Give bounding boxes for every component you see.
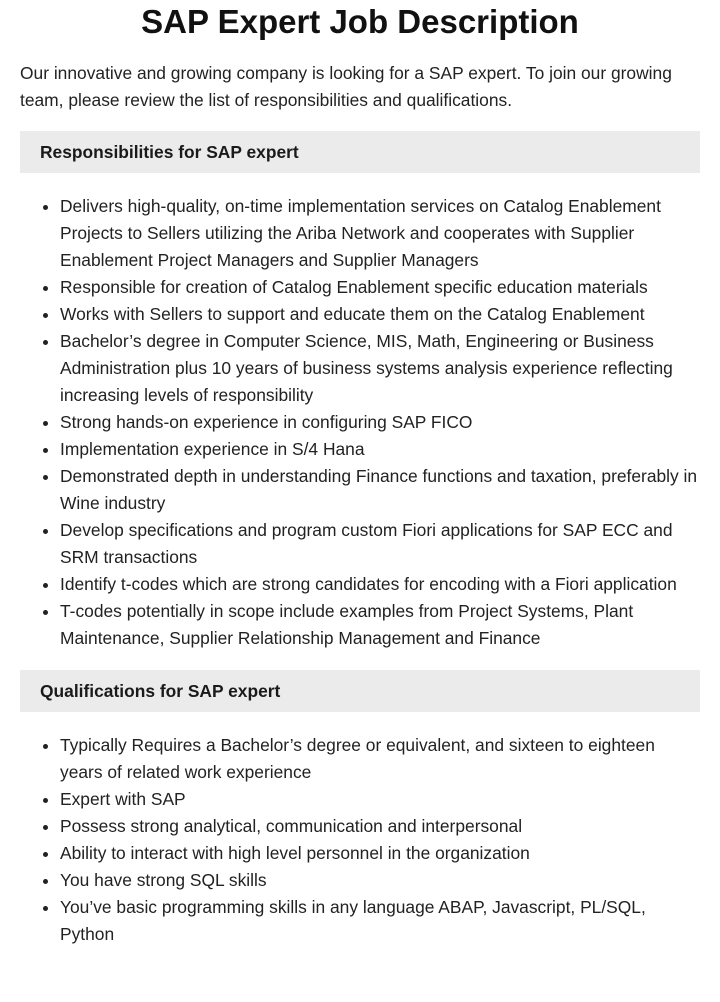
qualification-item: • You have strong SQL skills	[60, 867, 700, 894]
responsibility-item: • Strong hands-on experience in configuring SAP FICO	[60, 409, 700, 436]
responsibility-item: • Responsible for creation of Catalog Enablement specific education materials	[60, 274, 700, 301]
responsibility-item: • T-codes potentially in scope include examples from Project Systems, Plant Maintenance, Supplier Relationship Management and Finance	[60, 598, 700, 652]
qualification-item: • Ability to interact with high level personnel in the organization	[60, 840, 700, 867]
qualification-item: • You’ve basic programming skills in any language ABAP, Javascript, PL/SQL, Python	[60, 894, 700, 948]
responsibility-item: • Develop specifications and program custom Fiori applications for SAP ECC and SRM transactions	[60, 517, 700, 571]
responsibility-item: • Identify t-codes which are strong candidates for encoding with a Fiori application	[60, 571, 700, 598]
responsibility-item: • Delivers high-quality, on-time implementation services on Catalog Enablement Projects to Sellers utilizing the Ariba Network and cooperates with Supplier Enablement Project Managers and Supplier Managers	[60, 193, 700, 274]
qualification-item: • Typically Requires a Bachelor’s degree or equivalent, and sixteen to eighteen years of related work experience	[60, 732, 700, 786]
qualification-item: • Expert with SAP	[60, 786, 700, 813]
qualifications-heading: Qualifications for SAP expert	[20, 670, 700, 712]
responsibilities-heading: Responsibilities for SAP expert	[20, 131, 700, 173]
qualifications-list	[20, 732, 700, 948]
responsibility-item: • Bachelor’s degree in Computer Science, MIS, Math, Engineering or Business Administration plus 10 years of business systems analysis experience reflecting increasing levels of responsibility	[60, 328, 700, 409]
qualification-item: • Possess strong analytical, communication and interpersonal	[60, 813, 700, 840]
responsibility-item: • Implementation experience in S/4 Hana	[60, 436, 700, 463]
responsibilities-list	[20, 193, 700, 652]
responsibility-item: • Works with Sellers to support and educate them on the Catalog Enablement	[60, 301, 700, 328]
responsibility-item: • Demonstrated depth in understanding Finance functions and taxation, preferably in Wine industry	[60, 463, 700, 517]
intro-paragraph: Our innovative and growing company is looking for a SAP expert. To join our growing team, please review the list of responsibilities and qualifications.	[20, 63, 672, 110]
page-title: SAP Expert Job Description	[141, 3, 579, 40]
